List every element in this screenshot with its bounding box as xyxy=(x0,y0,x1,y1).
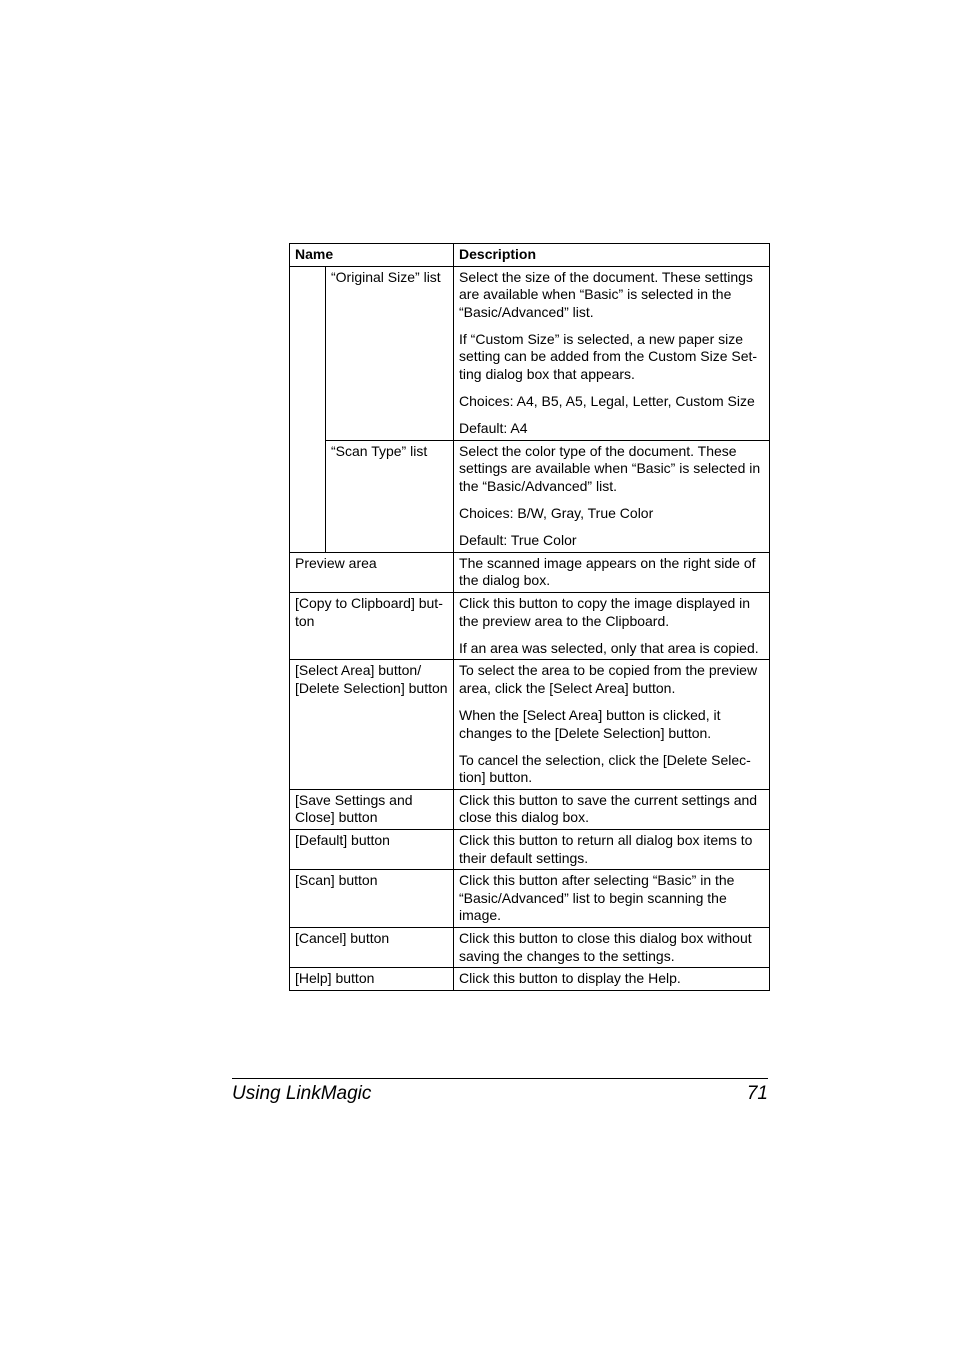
description-paragraph: When the [Select Area] button is clicked, it changes to the [Delete Selection] button. xyxy=(459,706,721,741)
description-cell xyxy=(454,266,770,440)
table-row xyxy=(290,593,770,660)
description-cell xyxy=(454,830,770,870)
table-row xyxy=(290,440,770,552)
description-paragraph: Click this button to close this dialog box without saving the changes to the settings. xyxy=(459,930,752,964)
description-paragraph: Default: A4 xyxy=(459,420,528,437)
description-paragraph: Select the color type of the document. These settings are available when “Basic” is selected in the “Basic/Advanced” list. xyxy=(459,442,761,495)
description-paragraph: To cancel the selection, click the [Delete Selec-tion] button. xyxy=(459,751,751,786)
indent-cell xyxy=(290,266,326,552)
description-cell xyxy=(454,968,770,991)
description-table xyxy=(289,243,770,991)
description-paragraph: Click this button to copy the image displayed in the preview area to the Clipboard. xyxy=(459,595,751,629)
description-paragraph: Default: True Color xyxy=(459,532,577,549)
description-paragraph: Click this button to return all dialog box items to their default settings. xyxy=(459,832,753,866)
description-cell xyxy=(454,552,770,592)
description-cell xyxy=(454,660,770,790)
name-cell: [Help] button xyxy=(290,968,454,991)
description-paragraph: Click this button after selecting “Basic” in the “Basic/Advanced” list to begin scanning the image. xyxy=(459,872,735,924)
name-cell: “Scan Type” list xyxy=(326,440,454,552)
description-cell xyxy=(454,440,770,552)
name-cell: [Copy to Clipboard] but-ton xyxy=(290,593,454,660)
header-name: Name xyxy=(290,244,454,267)
name-cell: [Cancel] button xyxy=(290,928,454,968)
description-paragraph: Click this button to save the current settings and close this dialog box. xyxy=(459,791,758,826)
footer-title: Using LinkMagic xyxy=(232,1083,372,1104)
table-row xyxy=(290,552,770,592)
table-body xyxy=(290,266,770,990)
name-cell: [Select Area] button/ [Delete Selection] button xyxy=(290,660,454,790)
table-row xyxy=(290,870,770,928)
table-row xyxy=(290,830,770,870)
table-header-row xyxy=(290,244,770,267)
description-cell xyxy=(454,789,770,829)
description-cell xyxy=(454,870,770,928)
name-cell: “Original Size” list xyxy=(326,266,454,440)
name-cell: [Scan] button xyxy=(290,870,454,928)
description-paragraph: Choices: A4, B5, A5, Legal, Letter, Custom Size xyxy=(459,393,755,410)
table-row xyxy=(290,789,770,829)
description-paragraph: If “Custom Size” is selected, a new paper size setting can be added from the Custom Size Set-ting dialog box that appears. xyxy=(459,330,758,383)
description-paragraph: Click this button to display the Help. xyxy=(459,970,681,987)
description-cell xyxy=(454,593,770,660)
description-cell xyxy=(454,928,770,968)
table-row xyxy=(290,266,770,440)
description-paragraph: If an area was selected, only that area is copied. xyxy=(459,639,759,656)
description-paragraph: Choices: B/W, Gray, True Color xyxy=(459,505,654,522)
name-cell: [Default] button xyxy=(290,830,454,870)
description-paragraph: The scanned image appears on the right side of the dialog box. xyxy=(459,554,756,589)
header-description: Description xyxy=(454,244,770,267)
table-row xyxy=(290,968,770,991)
table-row xyxy=(290,928,770,968)
table-row xyxy=(290,660,770,790)
name-cell: Preview area xyxy=(290,552,454,592)
name-cell: [Save Settings and Close] button xyxy=(290,789,454,829)
page-footer xyxy=(232,1078,768,1104)
description-paragraph: To select the area to be copied from the preview area, click the [Select Area] button. xyxy=(459,662,758,696)
description-paragraph: Select the size of the document. These settings are available when “Basic” is selected in the “Basic/Advanced” list. xyxy=(459,268,753,320)
page-number: 71 xyxy=(746,1083,768,1104)
